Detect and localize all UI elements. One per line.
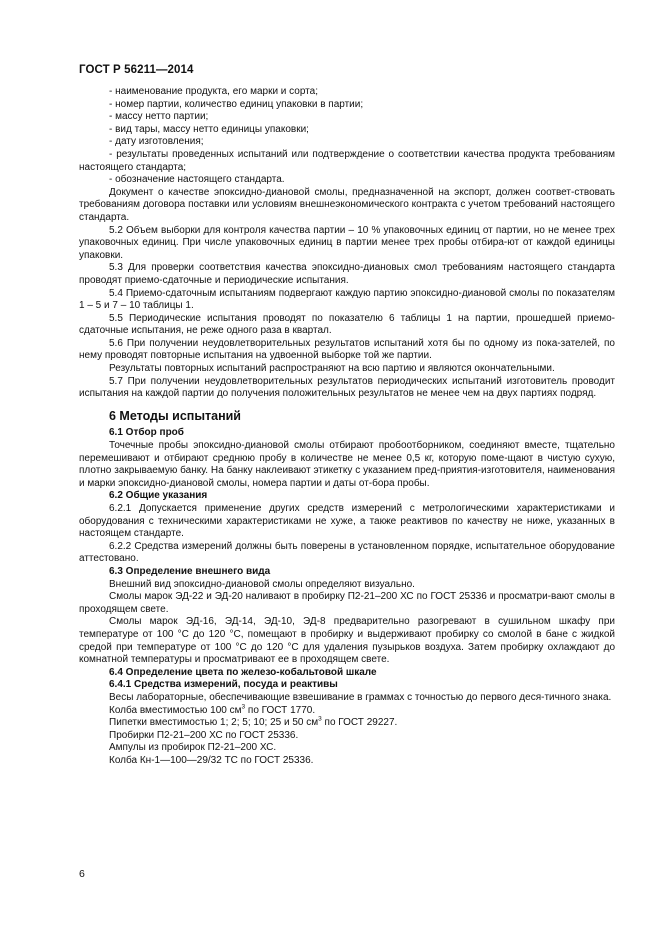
cubic-superscript: 3 bbox=[241, 703, 246, 711]
paragraph-6-1: Точечные пробы эпоксидно-диановой смолы отбирают пробоотборником, соединяют вместе, тщательно перемешивают и отбирают среднюю пробу в количестве не менее 0,5 кг, которую поме-щают в чистую сухую, плотно закрываемую банку. На банку наклеивают этикетку с указанием пред-приятия-изготовителя, наименования и марки эпоксидно-диановой смолы, номера партии и даты от-бора пробы. bbox=[79, 440, 615, 489]
pipettes-text: Пипетки вместимостью 1; 2; 5; 10; 25 и 50 см bbox=[109, 717, 319, 729]
section-6-1-heading: 6.1 Отбор проб bbox=[109, 427, 184, 439]
paragraph-5-6: 5.6 При получении неудовлетворительных результатов испытаний хотя бы по одному из пока-зателей, по нему проводят повторные испытания на удвоенной выборке той же партии. bbox=[79, 337, 615, 362]
section-6-heading: 6 Методы испытаний bbox=[109, 408, 241, 423]
paragraph-5-6-results: Результаты повторных испытаний распространяют на всю партию и являются окончательными. bbox=[109, 363, 555, 375]
paragraph-export-doc: Документ о качестве эпоксидно-диановой смолы, предназначенной на экспорт, должен соответ-ствовать требованиям договора поставки или условиям внешнеэкономического контракта с учетом требований настоящего стандарта. bbox=[79, 186, 615, 223]
flask-standard: по ГОСТ 1770. bbox=[245, 704, 316, 716]
section-6-3-heading: 6.3 Определение внешнего вида bbox=[109, 565, 271, 577]
paragraph-5-4: 5.4 Приемо-сдаточным испытаниям подвергают каждую партию эпоксидно-диановой смолы по показателям 1 – 5 и 7 – 10 таблицы 1. bbox=[79, 287, 615, 312]
section-6-4-1-heading: 6.4.1 Средства измерений, посуда и реактивы bbox=[109, 679, 338, 691]
paragraph-5-5: 5.5 Периодические испытания проводят по показателю 6 таблицы 1 на партии, прошедшей приемо-сдаточные испытания, не реже одного раза в квартал. bbox=[79, 312, 615, 337]
list-item: - вид тары, массу нетто единицы упаковки; bbox=[109, 123, 309, 135]
paragraph-6-3-visual: Внешний вид эпоксидно-диановой смолы определяют визуально. bbox=[109, 578, 415, 590]
list-item: - дату изготовления; bbox=[109, 136, 204, 148]
quality-document-list bbox=[79, 86, 615, 187]
paragraph-5-3: 5.3 Для проверки соответствия качества эпоксидно-диановых смол требованиям настоящего стандарта проводят приемо-сдаточные и периодические испытания. bbox=[79, 262, 615, 286]
section-6-2-heading: 6.2 Общие указания bbox=[109, 490, 208, 502]
flask-text: Колба вместимостью 100 см bbox=[109, 704, 242, 716]
pipettes-standard: по ГОСТ 29227. bbox=[321, 717, 398, 729]
paragraph-flask-100 bbox=[79, 705, 615, 718]
section-6-4-heading: 6.4 Определение цвета по железо-кобальтовой шкале bbox=[109, 666, 377, 678]
list-item: - обозначение настоящего стандарта. bbox=[109, 174, 285, 186]
list-item: - результаты проведенных испытаний или подтверждение о соответствии качества продукта требованиям настоящего стандарта; bbox=[79, 148, 615, 173]
paragraph-6-2-2: 6.2.2 Средства измерений должны быть поверены в установленном порядке, испытательное оборудование аттестовано. bbox=[79, 540, 615, 565]
list-item: - номер партии, количество единиц упаковки в партии; bbox=[109, 98, 364, 110]
paragraph-ampoules: Ампулы из пробирок П2-21–200 ХС. bbox=[109, 742, 277, 754]
list-item: - наименование продукта, его марки и сорта; bbox=[109, 86, 318, 97]
standard-header: ГОСТ Р 56211—2014 bbox=[79, 64, 194, 76]
paragraph-scales: Весы лабораторные, обеспечивающие взвешивание в граммах с точностью до первого деся-тичного знака. bbox=[109, 691, 612, 703]
page-content bbox=[79, 86, 615, 767]
cubic-superscript: 3 bbox=[318, 715, 322, 723]
page-number: 6 bbox=[79, 868, 85, 880]
paragraph-flask-kn: Колба Кн-1—100—29/32 ТС по ГОСТ 25336. bbox=[109, 754, 314, 766]
paragraph-6-3-ed16: Смолы марок ЭД-16, ЭД-14, ЭД-10, ЭД-8 предварительно разогревают в сушильном шкафу при температуре от 100 °С до 120 °С, помещают в пробирку и выдерживают пробирку со смолой в бане с жидкой средой при температуре от 100 °С до 120 °С для удаления пузырьков воздуха. Затем пробирку охлаждают до комнатной температуры и просматривают ее в проходящем свете. bbox=[79, 616, 615, 666]
paragraph-5-2: 5.2 Объем выборки для контроля качества партии – 10 % упаковочных единиц от партии, но не менее трех упаковочных единиц. При числе упаковочных единиц в партии менее трех пробы отбира-ют от каждой единицы упаковки. bbox=[79, 224, 615, 261]
paragraph-6-3-ed22: Смолы марок ЭД-22 и ЭД-20 наливают в пробирку П2-21–200 ХС по ГОСТ 25336 и просматри-вают смолы в проходящем свете. bbox=[79, 591, 615, 615]
paragraph-6-2-1: 6.2.1 Допускается применение других средств измерений с метрологическими характеристиками и оборудования с техническими характеристиками не хуже, а также реактивов по качеству не ниже, указанных в настоящем стандарте. bbox=[79, 503, 615, 540]
list-item: - массу нетто партии; bbox=[109, 111, 209, 123]
paragraph-5-7: 5.7 При получении неудовлетворительных результатов периодических испытаний изготовитель проводит испытания на каждой партии до получения положительных результатов не менее чем на двух партиях подряд. bbox=[79, 375, 615, 400]
paragraph-pipettes bbox=[79, 717, 615, 730]
paragraph-test-tubes: Пробирки П2-21–200 ХС по ГОСТ 25336. bbox=[109, 729, 299, 741]
